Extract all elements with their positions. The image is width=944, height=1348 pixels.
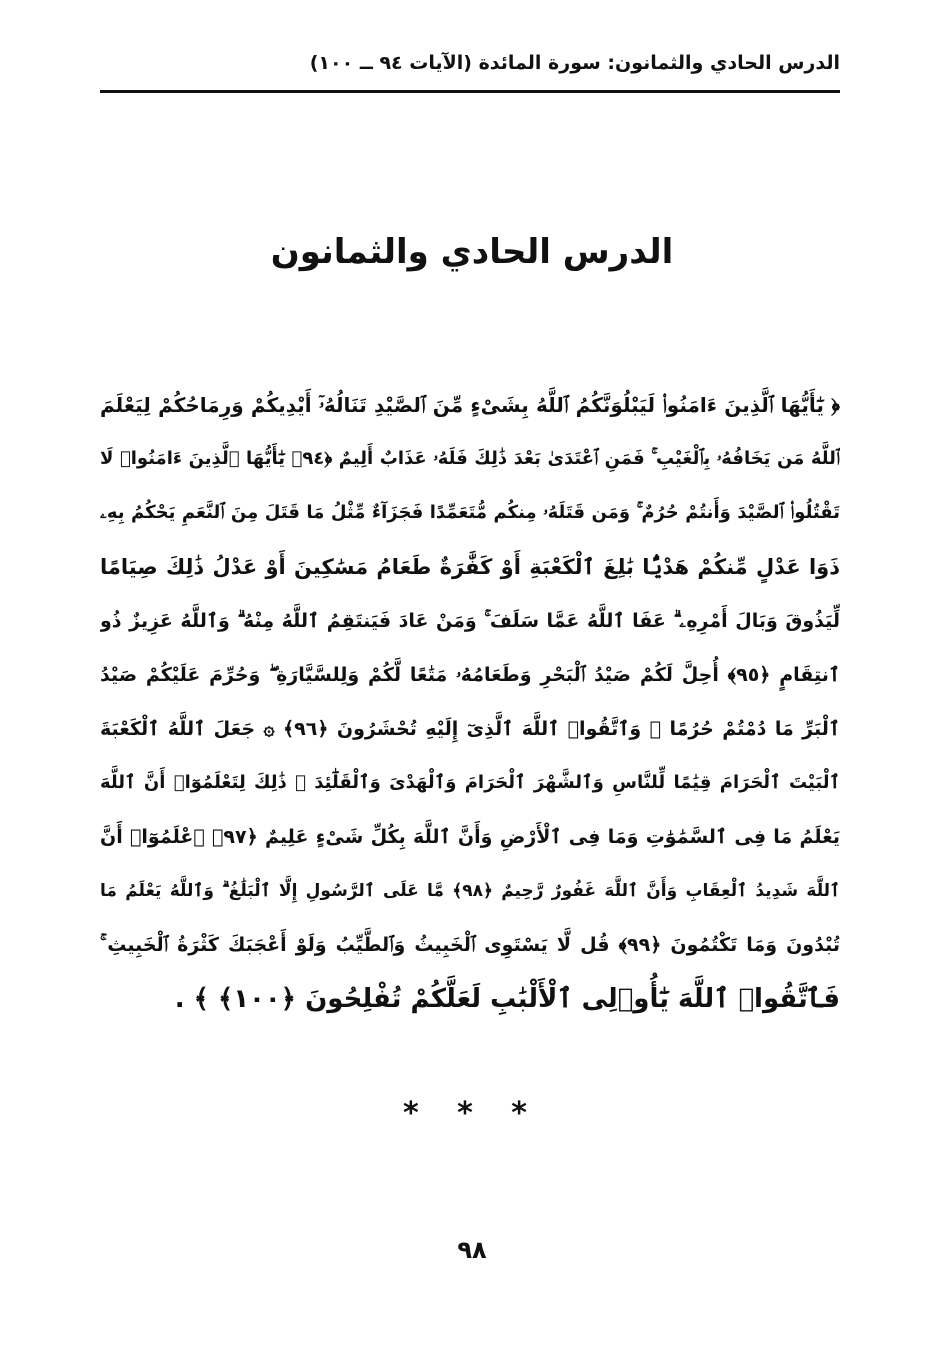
verse-line: ٱلْبَرِّ مَا دُمْتُمْ حُرُمًا ۗ وَٱتَّقُوا۟ ٱللَّهَ ٱلَّذِىٓ إِلَيْهِ تُحْشَرُونَ ﴿٩٦﴾ ۞ جَعَلَ ٱللَّهُ ٱلْكَعْبَةَ [100,718,840,740]
page-number: ٩٨ [457,1236,487,1264]
verse-line: ٱللَّهُ مَن يَخَافُهُۥ بِٱلْغَيْبِ ۚ فَمَنِ ٱعْتَدَىٰ بَعْدَ ذَٰلِكَ فَلَهُۥ عَذَابٌ أَلِيمٌ ﴿٩٤﴾ يَٰٓأَيُّهَا ٱلَّذِينَ ءَامَنُوا۟ لَا [100,448,840,469]
verse-line: تَقْتُلُوا۟ ٱلصَّيْدَ وَأَنتُمْ حُرُمٌ ۚ وَمَن قَتَلَهُۥ مِنكُم مُّتَعَمِّدًا فَجَزَآءٌ مِّثْلُ مَا قَتَلَ مِنَ ٱلنَّعَمِ يَحْكُمُ بِهِۦ [100,502,840,523]
verse-line: ٱللَّهَ شَدِيدُ ٱلْعِقَابِ وَأَنَّ ٱللَّهَ غَفُورٌ رَّحِيمٌ ﴿٩٨﴾ مَّا عَلَى ٱلرَّسُولِ إِلَّا ٱلْبَلَٰغُ ۗ وَٱللَّهُ يَعْلَمُ مَا [100,881,840,901]
verse-line: ٱلْبَيْتَ ٱلْحَرَامَ قِيَٰمًا لِّلنَّاسِ وَٱلشَّهْرَ ٱلْحَرَامَ وَٱلْهَدْىَ وَٱلْقَلَٰٓئِدَ ۚ ذَٰلِكَ لِتَعْلَمُوٓا۟ أَنَّ ٱللَّهَ [100,772,840,793]
verse-line: فَٱتَّقُوا۟ ٱللَّهَ يَٰٓأُو۟لِى ٱلْأَلْبَٰبِ لَعَلَّكُمْ تُفْلِحُونَ ﴿١٠٠﴾ ﴾ . [174,984,840,1014]
lesson-title: الدرس الحادي والثمانون [270,232,674,272]
verse-line: ٱنتِقَامٍ ﴿٩٥﴾ أُحِلَّ لَكُمْ صَيْدُ ٱلْبَحْرِ وَطَعَامُهُۥ مَتَٰعًا لَّكُمْ وَلِلسَّيَّارَةِ ۖ وَحُرِّمَ عَلَيْكُمْ صَيْدُ [100,664,840,686]
verse-line: تُبْدُونَ وَمَا تَكْتُمُونَ ﴿٩٩﴾ قُل لَّا يَسْتَوِى ٱلْخَبِيثُ وَٱلطَّيِّبُ وَلَوْ أَعْجَبَكَ كَثْرَةُ ٱلْخَبِيثِ ۚ [100,934,840,956]
running-header: الدرس الحادي والثمانون: سورة المائدة (الآيات ٩٤ ــ ١٠٠) [309,52,840,74]
section-separator-stars: * * * [403,1096,541,1131]
verse-line: لِّيَذُوقَ وَبَالَ أَمْرِهِۦ ۗ عَفَا ٱللَّهُ عَمَّا سَلَفَ ۚ وَمَنْ عَادَ فَيَنتَقِمُ ٱللَّهُ مِنْهُ ۗ وَٱللَّهُ عَزِيزٌ ذُو [100,610,840,632]
verse-line: ذَوَا عَدْلٍ مِّنكُمْ هَدْيًۢا بَٰلِغَ ٱلْكَعْبَةِ أَوْ كَفَّٰرَةٌ طَعَامُ مَسَٰكِينَ أَوْ عَدْلُ ذَٰلِكَ صِيَامًا [100,555,840,579]
verse-line: ﴿ يَٰٓأَيُّهَا ٱلَّذِينَ ءَامَنُوا۟ لَيَبْلُوَنَّكُمُ ٱللَّهُ بِشَىْءٍ مِّنَ ٱلصَّيْدِ تَنَالُهُۥٓ أَيْدِيكُمْ وَرِمَاحُكُمْ لِيَعْلَمَ [100,393,840,417]
header-divider [100,90,840,93]
quran-verses-block [100,378,840,1026]
verse-line: يَعْلَمُ مَا فِى ٱلسَّمَٰوَٰتِ وَمَا فِى ٱلْأَرْضِ وَأَنَّ ٱللَّهَ بِكُلِّ شَىْءٍ عَلِيمٌ ﴿٩٧﴾ ٱعْلَمُوٓا۟ أَنَّ [100,826,840,848]
